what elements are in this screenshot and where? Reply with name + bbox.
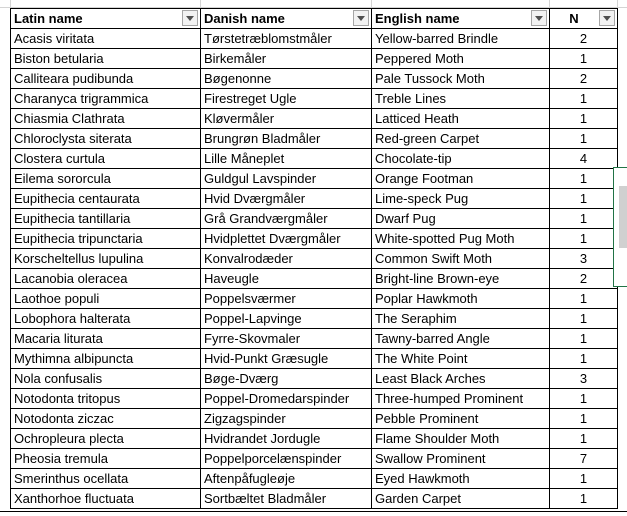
header-label: Latin name (14, 11, 83, 26)
table-row (11, 189, 618, 209)
table-row (11, 409, 618, 429)
english-name-cell[interactable]: The White Point (372, 349, 550, 369)
n-cell[interactable]: 1 (550, 169, 618, 189)
danish-name-cell[interactable]: Firestreget Ugle (201, 89, 372, 109)
n-cell[interactable]: 1 (550, 89, 618, 109)
table-body (11, 29, 618, 509)
header-label: English name (375, 11, 460, 26)
latin-name-cell[interactable]: Smerinthus ocellata (11, 469, 201, 489)
n-cell[interactable]: 2 (550, 69, 618, 89)
english-name-cell[interactable]: The Seraphim (372, 309, 550, 329)
english-name-cell[interactable]: Peppered Moth (372, 49, 550, 69)
column-divider (10, 0, 11, 7)
header-row (11, 9, 618, 29)
n-cell[interactable]: 1 (550, 329, 618, 349)
n-cell[interactable]: 7 (550, 449, 618, 469)
n-cell[interactable]: 1 (550, 429, 618, 449)
chevron-down-icon (357, 16, 365, 21)
english-name-cell[interactable]: Pebble Prominent (372, 409, 550, 429)
chevron-down-icon (535, 16, 543, 21)
english-name-cell[interactable]: Garden Carpet (372, 489, 550, 509)
latin-name-cell[interactable]: Xanthorhoe fluctuata (11, 489, 201, 509)
header-n[interactable] (550, 9, 618, 29)
danish-name-cell[interactable]: Aftenpåfugleøje (201, 469, 372, 489)
table-row (11, 89, 618, 109)
latin-name-cell[interactable]: Eupithecia tripunctaria (11, 229, 201, 249)
filter-dropdown-button[interactable] (599, 10, 615, 26)
english-name-cell[interactable]: Pale Tussock Moth (372, 69, 550, 89)
latin-name-cell[interactable]: Macaria liturata (11, 329, 201, 349)
english-name-cell[interactable]: Tawny-barred Angle (372, 329, 550, 349)
column-divider (617, 0, 618, 7)
latin-name-cell[interactable]: Mythimna albipuncta (11, 349, 201, 369)
latin-name-cell[interactable]: Calliteara pudibunda (11, 69, 201, 89)
english-name-cell[interactable]: Red-green Carpet (372, 129, 550, 149)
table-row (11, 29, 618, 49)
english-name-cell[interactable]: Three-humped Prominent (372, 389, 550, 409)
header-label: N (569, 11, 579, 26)
n-cell[interactable]: 1 (550, 349, 618, 369)
danish-name-cell[interactable]: Hvid Dværgmåler (201, 189, 372, 209)
english-name-cell[interactable]: Bright-line Brown-eye (372, 269, 550, 289)
danish-name-cell[interactable]: Guldgul Lavspinder (201, 169, 372, 189)
latin-name-cell[interactable]: Lobophora halterata (11, 309, 201, 329)
n-cell[interactable]: 1 (550, 49, 618, 69)
n-cell[interactable]: 1 (550, 109, 618, 129)
latin-name-cell[interactable]: Nola confusalis (11, 369, 201, 389)
table-row (11, 469, 618, 489)
n-cell[interactable]: 1 (550, 309, 618, 329)
english-name-cell[interactable]: Eyed Hawkmoth (372, 469, 550, 489)
table-row (11, 389, 618, 409)
latin-name-cell[interactable]: Eupithecia centaurata (11, 189, 201, 209)
english-name-cell[interactable]: Flame Shoulder Moth (372, 429, 550, 449)
selection-highlight (613, 167, 627, 287)
n-cell[interactable]: 3 (550, 369, 618, 389)
danish-name-cell[interactable]: Hvid-Punkt Græsugle (201, 349, 372, 369)
latin-name-cell[interactable]: Lacanobia oleracea (11, 269, 201, 289)
header-danish-name[interactable] (201, 9, 372, 29)
english-name-cell[interactable]: Orange Footman (372, 169, 550, 189)
english-name-cell[interactable]: Least Black Arches (372, 369, 550, 389)
table-row (11, 449, 618, 469)
row-divider (0, 511, 627, 512)
table-row (11, 269, 618, 289)
latin-name-cell[interactable]: Biston betularia (11, 49, 201, 69)
danish-name-cell[interactable]: Brungrøn Bladmåler (201, 129, 372, 149)
chevron-down-icon (603, 16, 611, 21)
n-cell[interactable]: 1 (550, 209, 618, 229)
danish-name-cell[interactable]: Poppelporcelænspinder (201, 449, 372, 469)
latin-name-cell[interactable]: Ochropleura plecta (11, 429, 201, 449)
previous-row-strip (0, 0, 627, 8)
latin-name-cell[interactable]: Acasis viritata (11, 29, 201, 49)
n-cell[interactable]: 2 (550, 29, 618, 49)
latin-name-cell[interactable]: Notodonta ziczac (11, 409, 201, 429)
danish-name-cell[interactable]: Kløvermåler (201, 109, 372, 129)
latin-name-cell[interactable]: Chiasmia Clathrata (11, 109, 201, 129)
column-divider (371, 0, 372, 7)
table-row (11, 69, 618, 89)
latin-name-cell[interactable]: Clostera curtula (11, 149, 201, 169)
danish-name-cell[interactable]: Birkemåler (201, 49, 372, 69)
latin-name-cell[interactable]: Charanyca trigrammica (11, 89, 201, 109)
n-cell[interactable]: 1 (550, 489, 618, 509)
header-latin-name[interactable] (11, 9, 201, 29)
table-row (11, 489, 618, 509)
table-row (11, 309, 618, 329)
next-row-strip (0, 511, 627, 516)
n-cell[interactable]: 2 (550, 269, 618, 289)
selected-cells-fill (619, 186, 627, 248)
column-divider (200, 0, 201, 7)
danish-name-cell[interactable]: Fyrre-Skovmaler (201, 329, 372, 349)
latin-name-cell[interactable]: Eupithecia tantillaria (11, 209, 201, 229)
latin-name-cell[interactable]: Chloroclysta siterata (11, 129, 201, 149)
column-divider (549, 0, 550, 7)
table-row (11, 289, 618, 309)
table-row (11, 149, 618, 169)
latin-name-cell[interactable]: Korscheltellus lupulina (11, 249, 201, 269)
english-name-cell[interactable]: Latticed Heath (372, 109, 550, 129)
danish-name-cell[interactable]: Haveugle (201, 269, 372, 289)
table-row (11, 429, 618, 449)
latin-name-cell[interactable]: Eilema sororcula (11, 169, 201, 189)
table-row (11, 249, 618, 269)
header-english-name[interactable] (372, 9, 550, 29)
english-name-cell[interactable]: Dwarf Pug (372, 209, 550, 229)
english-name-cell[interactable]: Poplar Hawkmoth (372, 289, 550, 309)
filter-dropdown-button[interactable] (182, 10, 198, 26)
english-name-cell[interactable]: White-spotted Pug Moth (372, 229, 550, 249)
table-row (11, 349, 618, 369)
latin-name-cell[interactable]: Notodonta tritopus (11, 389, 201, 409)
english-name-cell[interactable]: Common Swift Moth (372, 249, 550, 269)
n-cell[interactable]: 1 (550, 469, 618, 489)
n-cell[interactable]: 1 (550, 389, 618, 409)
english-name-cell[interactable]: Swallow Prominent (372, 449, 550, 469)
table-row (11, 169, 618, 189)
latin-name-cell[interactable]: Pheosia tremula (11, 449, 201, 469)
danish-name-cell[interactable]: Bøgenonne (201, 69, 372, 89)
english-name-cell[interactable]: Chocolate-tip (372, 149, 550, 169)
danish-name-cell[interactable]: Lille Måneplet (201, 149, 372, 169)
header-label: Danish name (204, 11, 285, 26)
table-row (11, 209, 618, 229)
danish-name-cell[interactable]: Sortbæltet Bladmåler (201, 489, 372, 509)
filter-dropdown-button[interactable] (531, 10, 547, 26)
danish-name-cell[interactable]: Grå Grandværgmåler (201, 209, 372, 229)
moth-table (10, 8, 618, 509)
danish-name-cell[interactable]: Poppel-Dromedarspinder (201, 389, 372, 409)
table-row (11, 369, 618, 389)
table-row (11, 109, 618, 129)
chevron-down-icon (186, 16, 194, 21)
table-row (11, 49, 618, 69)
english-name-cell[interactable]: Lime-speck Pug (372, 189, 550, 209)
danish-name-cell[interactable]: Poppel-Lapvinge (201, 309, 372, 329)
filter-dropdown-button[interactable] (353, 10, 369, 26)
danish-name-cell[interactable]: Tørstetræblomstmåler (201, 29, 372, 49)
danish-name-cell[interactable]: Hvidrandet Jordugle (201, 429, 372, 449)
n-cell[interactable]: 1 (550, 289, 618, 309)
n-cell[interactable]: 1 (550, 129, 618, 149)
english-name-cell[interactable]: Treble Lines (372, 89, 550, 109)
latin-name-cell[interactable]: Laothoe populi (11, 289, 201, 309)
n-cell[interactable]: 3 (550, 249, 618, 269)
n-cell[interactable]: 1 (550, 229, 618, 249)
n-cell[interactable]: 4 (550, 149, 618, 169)
n-cell[interactable]: 1 (550, 409, 618, 429)
danish-name-cell[interactable]: Konvalrodæder (201, 249, 372, 269)
table-row (11, 229, 618, 249)
english-name-cell[interactable]: Yellow-barred Brindle (372, 29, 550, 49)
n-cell[interactable]: 1 (550, 189, 618, 209)
danish-name-cell[interactable]: Zigzagspinder (201, 409, 372, 429)
danish-name-cell[interactable]: Bøge-Dværg (201, 369, 372, 389)
table-row (11, 129, 618, 149)
danish-name-cell[interactable]: Hvidplettet Dværgmåler (201, 229, 372, 249)
danish-name-cell[interactable]: Poppelsværmer (201, 289, 372, 309)
table-row (11, 329, 618, 349)
